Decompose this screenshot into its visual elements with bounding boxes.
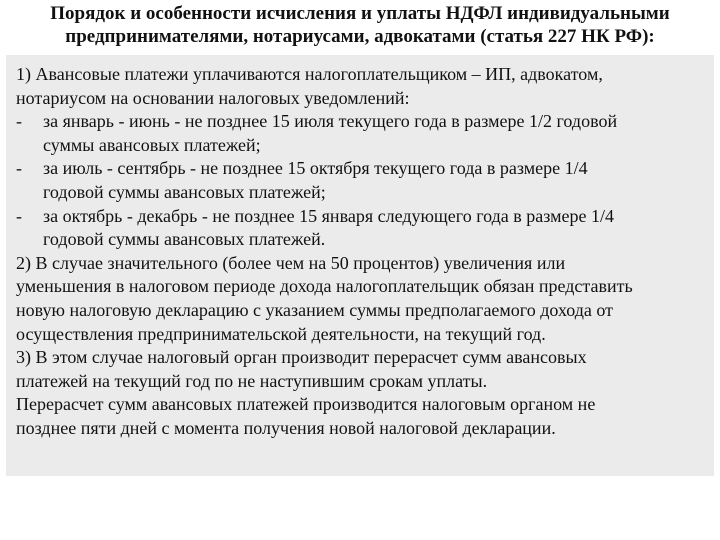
bullet-dash: -	[16, 111, 22, 132]
bullet-item-3	[16, 205, 710, 229]
bullet-1-line-2: суммы авансовых платежей;	[43, 134, 261, 155]
bullet-3-line-2: годовой суммы авансовых платежей.	[43, 229, 326, 250]
bullet-3-line-1: за октябрь - декабрь - не позднее 15 января следующего года в размере 1/4	[43, 205, 614, 226]
slide-title	[20, 2, 700, 48]
paragraph-2-line-1: 2) В случае значительного (более чем на 50 процентов) увеличения или	[16, 252, 566, 273]
paragraph-3-line-1: 3) В этом случае налоговый орган производит перерасчет сумм авансовых	[16, 347, 587, 368]
paragraph-4-line-1: Перерасчет сумм авансовых платежей производится налоговым органом не	[16, 394, 596, 415]
paragraph-3-line-2: платежей на текущий год по не наступившим срокам уплаты.	[16, 370, 488, 391]
bullet-2-line-2: годовой суммы авансовых платежей;	[43, 181, 326, 202]
paragraph-1-line-1: 1) Авансовые платежи уплачиваются налогоплательщиком – ИП, адвокатом,	[16, 64, 603, 84]
paragraph-2-line-2: уменьшения в налоговом периоде дохода налогоплательщик обязан представить	[16, 276, 633, 297]
content-body	[16, 63, 710, 441]
paragraph-2-line-3: новую налоговую декларацию с указанием суммы предполагаемого дохода от	[16, 299, 614, 320]
bullet-dash: -	[16, 158, 22, 179]
bullet-1-line-1: за январь - июнь - не позднее 15 июля текущего года в размере 1/2 годовой	[43, 111, 618, 132]
title-line-2: предпринимателями, нотариусами, адвокатами (статья 227 НК РФ):	[65, 26, 655, 47]
paragraph-4-line-2: позднее пяти дней с момента получения новой налоговой декларации.	[16, 417, 556, 438]
bullet-item-1	[16, 110, 710, 134]
bullet-2-line-1: за июль - сентябрь - не позднее 15 октября текущего года в размере 1/4	[43, 158, 588, 179]
paragraph-1-line-2: нотариусом на основании налоговых уведомлений:	[16, 87, 410, 108]
bullet-dash: -	[16, 205, 22, 226]
paragraph-2-line-4: осуществления предпринимательской деятельности, на текущий год.	[16, 323, 546, 344]
title-line-1: Порядок и особенности исчисления и уплаты НДФЛ индивидуальными	[50, 3, 670, 24]
bullet-item-2	[16, 157, 710, 181]
